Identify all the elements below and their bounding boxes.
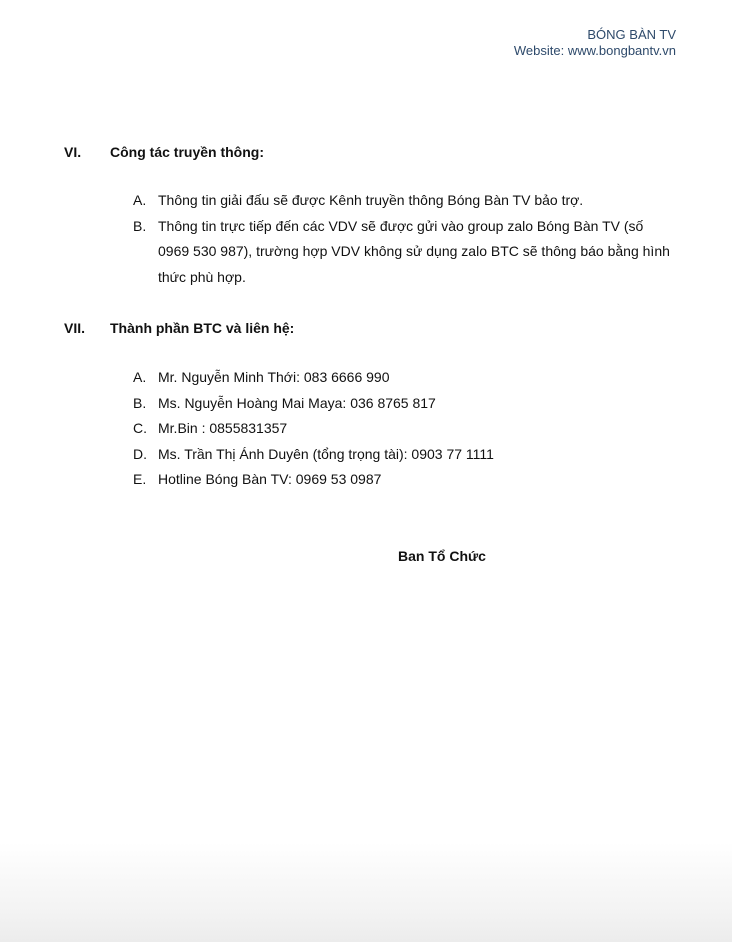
list-marker: A. <box>133 369 147 385</box>
bottom-edge-shadow <box>0 842 732 942</box>
section-number: VII. <box>64 320 86 336</box>
list-item <box>133 214 673 291</box>
page-header <box>514 27 676 59</box>
contacts-list <box>133 365 673 493</box>
list-item <box>133 442 673 468</box>
website-text: Website: www.bongbantv.vn <box>513 43 676 58</box>
signature-text: Ban Tổ Chức <box>398 548 486 564</box>
list-marker: A. <box>133 192 147 208</box>
list-item-text: Thông tin trực tiếp đến các VDV sẽ được gửi vào group zalo Bóng Bàn TV (số 0969 530 987), trường hợp VDV không sử dụng zalo BTC sẽ thông báo bằng hình thức phù hợp. <box>158 217 670 285</box>
list-item-text: Ms. Trần Thị Ánh Duyên (tổng trọng tài): 0903 77 1111 <box>158 445 494 462</box>
list-item-text: Hotline Bóng Bàn TV: 0969 53 0987 <box>158 471 382 487</box>
list-item <box>133 416 673 442</box>
list-marker: E. <box>133 471 147 487</box>
list-marker: B. <box>133 217 147 234</box>
list-item <box>133 365 673 391</box>
list-item-text: Mr.Bin : 0855831357 <box>158 420 288 436</box>
section-number: VI. <box>64 144 82 160</box>
list-item <box>133 467 673 493</box>
list-marker: C. <box>133 420 147 436</box>
list-item-text: Mr. Nguyễn Minh Thới: 083 6666 990 <box>158 369 390 385</box>
list-item <box>133 188 673 214</box>
section-title: Công tác truyền thông: <box>110 144 264 160</box>
list-marker: D. <box>133 445 147 462</box>
list-item-text: Thông tin giải đấu sẽ được Kênh truyền thông Bóng Bàn TV bảo trợ. <box>158 192 584 208</box>
list-marker: B. <box>133 394 147 411</box>
media-list <box>133 188 673 290</box>
list-item <box>133 391 673 417</box>
section-title: Thành phần BTC và liên hệ: <box>110 320 295 336</box>
list-item-text: Ms. Nguyễn Hoàng Mai Maya: 036 8765 817 <box>158 394 436 411</box>
brand-name: BÓNG BÀN TV <box>587 27 676 42</box>
